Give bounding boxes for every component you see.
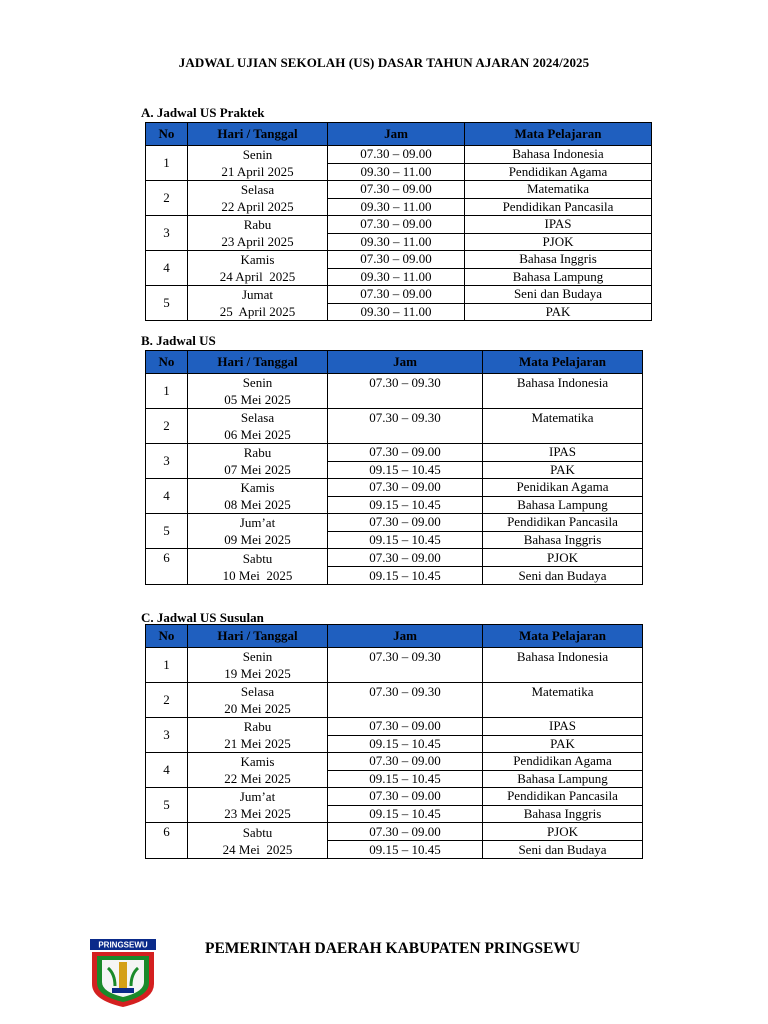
- subject: Bahasa Indonesia: [465, 146, 652, 164]
- subject: PAK: [465, 303, 652, 321]
- table-row: [146, 823, 643, 841]
- subject: IPAS: [483, 444, 643, 462]
- section-a-label: A. Jadwal US Praktek: [141, 105, 265, 120]
- document-title: JADWAL UJIAN SEKOLAH (US) DASAR TAHUN AJARAN 2024/2025: [178, 55, 590, 70]
- schedule-table-praktek: [145, 122, 652, 321]
- time-slot: 07.30 – 09.30: [328, 409, 483, 444]
- row-number: 2: [146, 409, 188, 444]
- table-row: [146, 683, 643, 700]
- day-date-cell: [188, 718, 328, 753]
- subject: Penidikan Agama: [483, 479, 643, 497]
- day-name: Kamis: [240, 252, 275, 267]
- header-day: Hari / Tanggal: [188, 351, 328, 374]
- day-date-cell: [188, 549, 328, 585]
- exam-date: 22 April 2025: [221, 199, 294, 214]
- subject: Seni dan Budaya: [483, 567, 643, 585]
- time-slot: 07.30 – 09.00: [328, 718, 483, 736]
- day-date-cell: [188, 788, 328, 823]
- subject: Bahasa Inggris: [483, 531, 643, 549]
- day-name: Selasa: [240, 410, 275, 425]
- header-no: No: [146, 123, 188, 146]
- table-row: [146, 648, 643, 665]
- subject: Bahasa Lampung: [483, 496, 643, 514]
- time-slot: 09.15 – 10.45: [328, 461, 483, 479]
- day-date-cell: [188, 146, 328, 181]
- subject: Bahasa Inggris: [483, 805, 643, 823]
- row-number: 1: [146, 648, 188, 683]
- header-subject: Mata Pelajaran: [465, 123, 652, 146]
- subject: Bahasa Lampung: [465, 268, 652, 286]
- time-slot: 09.15 – 10.45: [328, 735, 483, 753]
- time-slot: 09.15 – 10.45: [328, 531, 483, 549]
- subject: Pendidikan Pancasila: [483, 514, 643, 532]
- time-slot: 09.30 – 11.00: [328, 198, 465, 216]
- section-b-label: B. Jadwal US: [141, 333, 216, 348]
- subject: IPAS: [483, 718, 643, 736]
- day-name: Sabtu: [242, 551, 273, 566]
- subject: Matematika: [483, 683, 643, 718]
- header-day: Hari / Tanggal: [188, 625, 328, 648]
- day-date-cell: [188, 409, 328, 444]
- time-slot: 07.30 – 09.00: [328, 753, 483, 771]
- day-name: Jum’at: [239, 515, 276, 530]
- subject: Seni dan Budaya: [465, 286, 652, 304]
- table-row: [146, 216, 652, 234]
- day-date-cell: [188, 216, 328, 251]
- row-number: 5: [146, 514, 188, 549]
- exam-date: 24 Mei 2025: [222, 842, 293, 857]
- header-time: Jam: [328, 351, 483, 374]
- time-slot: 07.30 – 09.00: [328, 823, 483, 841]
- subject: Bahasa Indonesia: [483, 374, 643, 409]
- exam-date: 19 Mei 2025: [224, 666, 291, 681]
- exam-date: 05 Mei 2025: [224, 392, 291, 407]
- day-name: Rabu: [243, 445, 272, 460]
- time-slot: 07.30 – 09.30: [328, 374, 483, 409]
- subject: PJOK: [483, 823, 643, 841]
- table-row: [146, 286, 652, 304]
- table-row: [146, 374, 643, 391]
- subject: Bahasa Inggris: [465, 251, 652, 269]
- subject: Pendidikan Pancasila: [483, 788, 643, 806]
- subject: PAK: [483, 735, 643, 753]
- row-number: 3: [146, 216, 188, 251]
- subject: Matematika: [465, 181, 652, 199]
- table-row: [146, 409, 643, 426]
- time-slot: 09.15 – 10.45: [328, 567, 483, 585]
- day-name: Senin: [242, 375, 273, 390]
- row-number: 4: [146, 251, 188, 286]
- time-slot: 09.30 – 11.00: [328, 233, 465, 251]
- day-name: Rabu: [243, 719, 272, 734]
- header-day: Hari / Tanggal: [188, 123, 328, 146]
- row-number: 5: [146, 286, 188, 321]
- time-slot: 07.30 – 09.30: [328, 648, 483, 683]
- table-row: [146, 444, 643, 462]
- subject: PJOK: [465, 233, 652, 251]
- row-number: 6: [146, 549, 188, 585]
- time-slot: 09.15 – 10.45: [328, 770, 483, 788]
- day-date-cell: [188, 374, 328, 409]
- footer-text: PEMERINTAH DAERAH KABUPATEN PRINGSEWU: [205, 940, 581, 957]
- exam-date: 25 April 2025: [219, 304, 296, 319]
- row-number: 4: [146, 753, 188, 788]
- day-name: Selasa: [240, 684, 275, 699]
- day-date-cell: [188, 753, 328, 788]
- exam-date: 21 Mei 2025: [224, 736, 291, 751]
- day-date-cell: [188, 514, 328, 549]
- subject: Bahasa Indonesia: [483, 648, 643, 683]
- schedule-table-us: [145, 350, 643, 585]
- day-name: Sabtu: [242, 825, 273, 840]
- day-name: Jum’at: [239, 789, 276, 804]
- day-name: Kamis: [240, 480, 275, 495]
- time-slot: 09.30 – 11.00: [328, 163, 465, 181]
- table-row: [146, 718, 643, 736]
- time-slot: 09.15 – 10.45: [328, 805, 483, 823]
- exam-date: 22 Mei 2025: [224, 771, 291, 786]
- time-slot: 07.30 – 09.00: [328, 181, 465, 199]
- exam-date: 23 April 2025: [221, 234, 294, 249]
- exam-date: 10 Mei 2025: [222, 568, 293, 583]
- exam-date: 20 Mei 2025: [224, 701, 291, 716]
- row-number: 1: [146, 146, 188, 181]
- header-subject: Mata Pelajaran: [483, 625, 643, 648]
- pringsewu-logo: [88, 938, 158, 1008]
- time-slot: 07.30 – 09.00: [328, 514, 483, 532]
- day-date-cell: [188, 479, 328, 514]
- header-subject: Mata Pelajaran: [483, 351, 643, 374]
- time-slot: 07.30 – 09.00: [328, 444, 483, 462]
- time-slot: 07.30 – 09.00: [328, 146, 465, 164]
- table-row: [146, 146, 652, 164]
- day-date-cell: [188, 823, 328, 859]
- row-number: 6: [146, 823, 188, 859]
- subject: PAK: [483, 461, 643, 479]
- time-slot: 07.30 – 09.30: [328, 683, 483, 718]
- table-row: [146, 788, 643, 806]
- day-date-cell: [188, 286, 328, 321]
- time-slot: 09.15 – 10.45: [328, 496, 483, 514]
- day-name: Selasa: [240, 182, 275, 197]
- header-time: Jam: [328, 625, 483, 648]
- exam-date: 08 Mei 2025: [224, 497, 291, 512]
- subject: Pendidikan Agama: [465, 163, 652, 181]
- table-row: [146, 753, 643, 771]
- exam-date: 06 Mei 2025: [224, 427, 291, 442]
- exam-date: 23 Mei 2025: [224, 806, 291, 821]
- header-time: Jam: [328, 123, 465, 146]
- day-date-cell: [188, 251, 328, 286]
- table-row: [146, 549, 643, 567]
- row-number: 3: [146, 444, 188, 479]
- exam-date: 09 Mei 2025: [224, 532, 291, 547]
- table-row: [146, 479, 643, 497]
- subject: PJOK: [483, 549, 643, 567]
- time-slot: 09.30 – 11.00: [328, 303, 465, 321]
- subject: Pendidikan Agama: [483, 753, 643, 771]
- svg-text:PRINGSEWU: PRINGSEWU: [98, 940, 148, 950]
- subject: Matematika: [483, 409, 643, 444]
- subject: IPAS: [465, 216, 652, 234]
- schedule-table-susulan: [145, 624, 643, 859]
- time-slot: 07.30 – 09.00: [328, 216, 465, 234]
- day-date-cell: [188, 181, 328, 216]
- time-slot: 07.30 – 09.00: [328, 286, 465, 304]
- subject: Bahasa Lampung: [483, 770, 643, 788]
- row-number: 1: [146, 374, 188, 409]
- time-slot: 07.30 – 09.00: [328, 479, 483, 497]
- row-number: 5: [146, 788, 188, 823]
- time-slot: 07.30 – 09.00: [328, 788, 483, 806]
- day-date-cell: [188, 683, 328, 718]
- day-name: Senin: [242, 147, 273, 162]
- time-slot: 07.30 – 09.00: [328, 549, 483, 567]
- row-number: 3: [146, 718, 188, 753]
- day-date-cell: [188, 648, 328, 683]
- row-number: 2: [146, 181, 188, 216]
- day-name: Jumat: [241, 287, 274, 302]
- time-slot: 09.15 – 10.45: [328, 841, 483, 859]
- subject: Pendidikan Pancasila: [465, 198, 652, 216]
- subject: Seni dan Budaya: [483, 841, 643, 859]
- exam-date: 21 April 2025: [221, 164, 294, 179]
- header-no: No: [146, 351, 188, 374]
- section-c-label: C. Jadwal US Susulan: [141, 610, 264, 625]
- day-date-cell: [188, 444, 328, 479]
- day-name: Kamis: [240, 754, 275, 769]
- exam-date: 07 Mei 2025: [224, 462, 291, 477]
- day-name: Senin: [242, 649, 273, 664]
- table-row: [146, 514, 643, 532]
- time-slot: 07.30 – 09.00: [328, 251, 465, 269]
- table-row: [146, 251, 652, 269]
- time-slot: 09.30 – 11.00: [328, 268, 465, 286]
- exam-date: 24 April 2025: [219, 269, 296, 284]
- row-number: 4: [146, 479, 188, 514]
- table-row: [146, 181, 652, 199]
- row-number: 2: [146, 683, 188, 718]
- header-no: No: [146, 625, 188, 648]
- day-name: Rabu: [243, 217, 272, 232]
